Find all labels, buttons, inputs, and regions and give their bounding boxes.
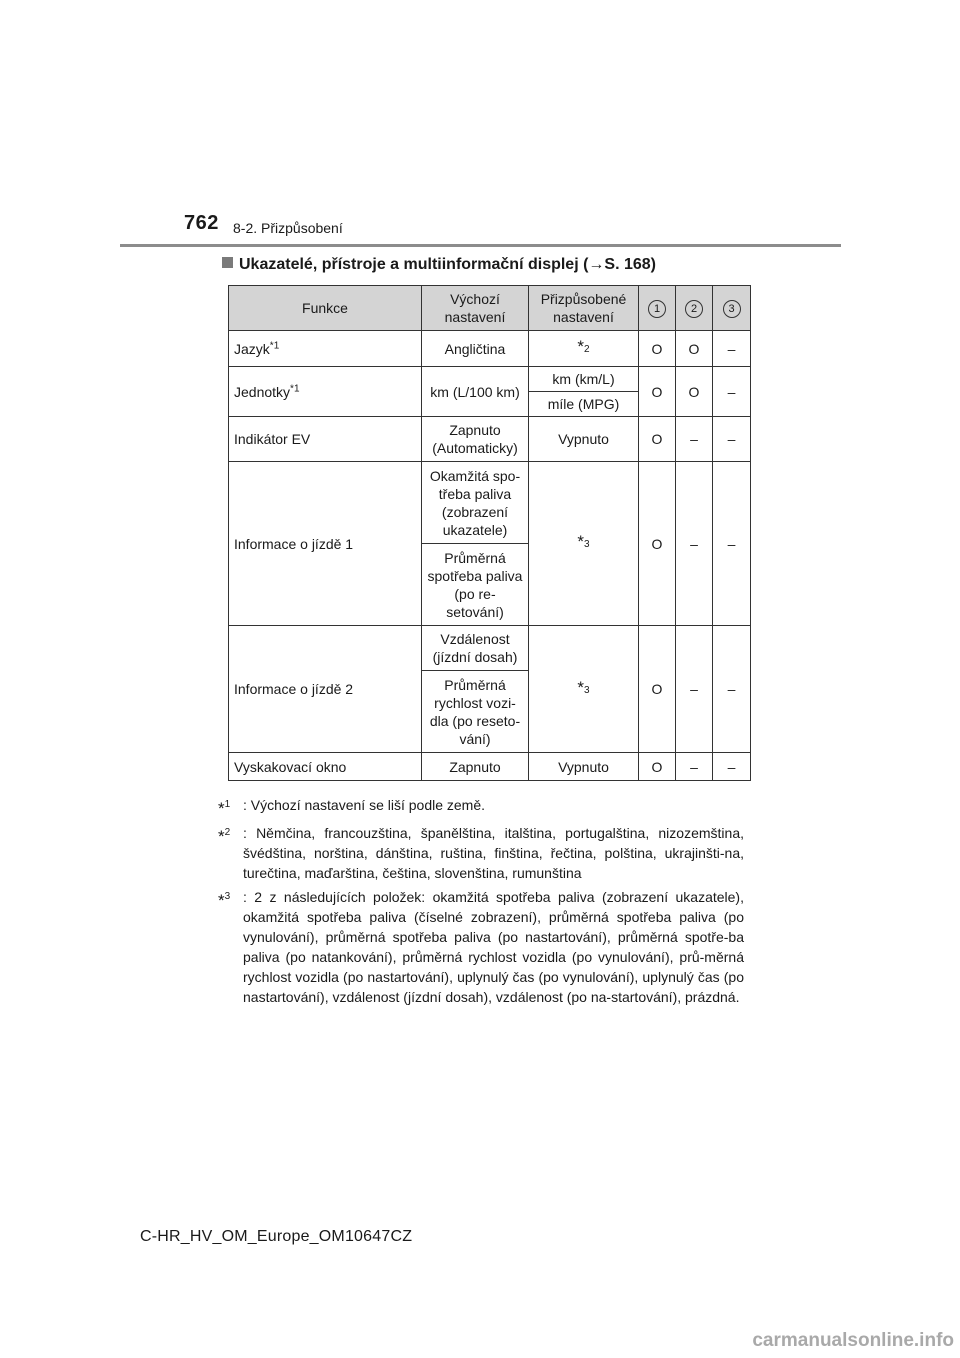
cell-custom: míle (MPG) bbox=[529, 392, 639, 417]
footnote bbox=[218, 887, 744, 1007]
cell-c1: O bbox=[639, 753, 676, 781]
cell-function: Jednotky$^{*1}$ bbox=[229, 367, 422, 417]
header-divider bbox=[120, 244, 841, 247]
watermark: carmanualsonline.info bbox=[752, 1330, 954, 1351]
cell-c2: – bbox=[676, 462, 713, 626]
footnote bbox=[218, 823, 744, 883]
cell-c1: O bbox=[639, 367, 676, 417]
section-heading bbox=[222, 256, 656, 274]
table-row bbox=[229, 462, 751, 544]
cell-c1: O bbox=[639, 626, 676, 753]
cell-c3: – bbox=[713, 626, 751, 753]
cell-function: Vyskakovací okno bbox=[229, 753, 422, 781]
heading-page-ref[interactable]: S. 168) bbox=[604, 256, 657, 273]
cell-c1: O bbox=[639, 462, 676, 626]
table-row bbox=[229, 331, 751, 367]
cell-default: Průměrná spotřeba paliva (po re-setování) bbox=[422, 544, 529, 626]
cell-c2: – bbox=[676, 417, 713, 462]
footnote-marker: *1 bbox=[290, 382, 300, 394]
square-bullet-icon bbox=[222, 257, 233, 268]
cell-default: km (L/100 km) bbox=[422, 367, 529, 417]
cell-default: Vzdálenost (jízdní dosah) bbox=[422, 626, 529, 671]
table-row bbox=[229, 367, 751, 392]
cell-c2: O bbox=[676, 367, 713, 417]
table-row bbox=[229, 626, 751, 671]
col-header-default: Výchozí nastavení bbox=[422, 286, 529, 331]
col-header-custom: Přizpůsobené nastavení bbox=[529, 286, 639, 331]
cell-c3: – bbox=[713, 367, 751, 417]
cell-c3: – bbox=[713, 417, 751, 462]
cell-default: Průměrná rychlost vozi-dla (po reseto-vání) bbox=[422, 671, 529, 753]
col-header-2 bbox=[676, 286, 713, 331]
cell-function: Indikátor EV bbox=[229, 417, 422, 462]
cell-default: Okamžitá spo-třeba paliva (zobrazení ukazatele) bbox=[422, 462, 529, 544]
settings-table bbox=[228, 285, 751, 781]
cell-c3: – bbox=[713, 331, 751, 367]
footnote-text: : Výchozí nastavení se liší podle země. bbox=[243, 797, 486, 813]
document-code: C-HR_HV_OM_Europe_OM10647CZ bbox=[140, 1228, 413, 1245]
footnotes bbox=[218, 795, 744, 1011]
col-header-1 bbox=[639, 286, 676, 331]
footnote bbox=[218, 795, 744, 819]
circled-2-icon: 2 bbox=[685, 300, 703, 318]
page-number: 762 bbox=[184, 212, 219, 234]
footnote-text: : Němčina, francouzština, španělština, italština, portugalština, nizozemština, švédština, norština, dánština, ruština, finština, řečtina, polština, ukrajinšti-na, turečtina, maďarština, čeština, slovenština, rumunština bbox=[243, 825, 744, 881]
arrow-icon: → bbox=[588, 256, 605, 273]
cell-function: Informace o jízdě 2 bbox=[229, 626, 422, 753]
cell-c2: – bbox=[676, 626, 713, 753]
cell-c3: – bbox=[713, 753, 751, 781]
col-header-3 bbox=[713, 286, 751, 331]
footnote-text: : 2 z následujících položek: okamžitá spotřeba paliva (zobrazení ukazatele), okamžitá spotřeba paliva (číselné zobrazení), průměrná spotřeba paliva (po vynulování), průměrná spotřeba paliva (po nastartování), průměrná spotře-ba paliva (po natankování), průměrná rychlost vozidla (po vynulování), prů-měrná rychlost vozidla (po nastartování), uplynulý čas (po vynulování), uplynulý čas (po nastartování), vzdálenost (jízdní dosah), vzdálenost (po na-startování), prázdná. bbox=[243, 889, 744, 1005]
cell-c2: O bbox=[676, 331, 713, 367]
section-label: 8-2. Přizpůsobení bbox=[233, 220, 343, 236]
heading-text: Ukazatelé, přístroje a multiinformační displej ( bbox=[239, 256, 589, 273]
footnote-mark: *$^2$ bbox=[218, 827, 231, 846]
cell-c1: O bbox=[639, 331, 676, 367]
footnote-mark: *$^3$ bbox=[218, 891, 231, 910]
cell-custom: km (km/L) bbox=[529, 367, 639, 392]
cell-default: Zapnuto (Automaticky) bbox=[422, 417, 529, 462]
cell-default: Zapnuto bbox=[422, 753, 529, 781]
col-header-function: Funkce bbox=[229, 286, 422, 331]
cell-custom: Vypnuto bbox=[529, 753, 639, 781]
circled-3-icon: 3 bbox=[723, 300, 741, 318]
cell-c1: O bbox=[639, 417, 676, 462]
cell-function: Jazyk$^{*1}$ bbox=[229, 331, 422, 367]
table-row bbox=[229, 417, 751, 462]
footnote-marker: *1 bbox=[269, 339, 280, 351]
table-row bbox=[229, 753, 751, 781]
table-header-row bbox=[229, 286, 751, 331]
cell-c3: – bbox=[713, 462, 751, 626]
cell-custom: Vypnuto bbox=[529, 417, 639, 462]
circled-1-icon: 1 bbox=[648, 300, 666, 318]
cell-custom: *2 bbox=[529, 331, 639, 367]
cell-c2: – bbox=[676, 753, 713, 781]
footnote-mark: *$^1$ bbox=[218, 799, 231, 818]
cell-default: Angličtina bbox=[422, 331, 529, 367]
cell-custom: *3 bbox=[529, 462, 639, 626]
cell-custom: *3 bbox=[529, 626, 639, 753]
cell-function: Informace o jízdě 1 bbox=[229, 462, 422, 626]
